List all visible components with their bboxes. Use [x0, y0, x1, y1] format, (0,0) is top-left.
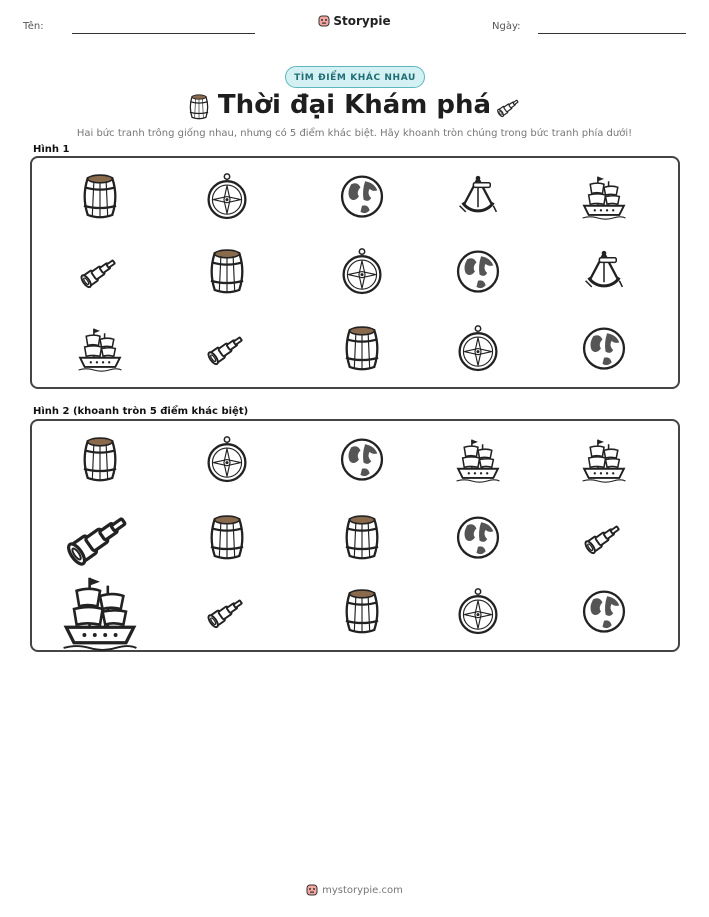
barrel-icon [77, 172, 123, 221]
globe-icon [581, 324, 627, 373]
name-line[interactable] [72, 33, 255, 34]
brand-name: Storypie [333, 14, 391, 28]
sextant-icon [455, 172, 501, 221]
compass-icon [204, 172, 250, 221]
compass-icon [339, 247, 385, 296]
barrel-icon[interactable] [339, 513, 385, 562]
footer-url: mystorypie.com [322, 885, 403, 896]
spyglass-icon[interactable] [581, 513, 627, 562]
globe-icon[interactable] [339, 435, 385, 484]
barrel-icon[interactable] [77, 435, 123, 484]
ship-icon[interactable] [61, 570, 139, 653]
spyglass-icon [77, 247, 123, 296]
barrel-icon [339, 324, 385, 373]
globe-icon [339, 172, 385, 221]
spyglass-icon [204, 324, 250, 373]
barrel-icon [204, 247, 250, 296]
picture2-label: Hình 2 (khoanh tròn 5 điểm khác biệt) [33, 406, 249, 417]
ship-icon[interactable] [581, 435, 627, 484]
globe-icon[interactable] [581, 587, 627, 636]
storypie-logo-icon [306, 883, 318, 896]
date-label: Ngày: [492, 21, 521, 32]
compass-icon[interactable] [455, 587, 501, 636]
instructions: Hai bức tranh trông giống nhau, nhưng có 5 điểm khác biệt. Hãy khoanh tròn chúng trong bức tranh phía dưới! [76, 128, 633, 139]
brand-logo [0, 14, 709, 28]
date-line[interactable] [538, 33, 686, 34]
spyglass-icon[interactable] [204, 587, 250, 636]
spyglass-icon[interactable] [61, 496, 139, 579]
barrel-icon[interactable] [339, 587, 385, 636]
ship-icon [581, 172, 627, 221]
activity-badge: TÌM ĐIỂM KHÁC NHAU [285, 66, 425, 88]
globe-icon [455, 247, 501, 296]
picture1-label: Hình 1 [33, 144, 70, 155]
barrel-icon[interactable] [204, 513, 250, 562]
footer [0, 883, 709, 896]
storypie-logo-icon [318, 14, 330, 27]
name-label: Tên: [23, 21, 44, 32]
compass-icon[interactable] [204, 435, 250, 484]
ship-icon[interactable] [455, 435, 501, 484]
compass-icon [455, 324, 501, 373]
ship-icon [77, 324, 123, 373]
sextant-icon [581, 247, 627, 296]
page-title: Thời đại Khám phá [217, 90, 492, 120]
globe-icon[interactable] [455, 513, 501, 562]
spyglass-icon [492, 92, 526, 122]
